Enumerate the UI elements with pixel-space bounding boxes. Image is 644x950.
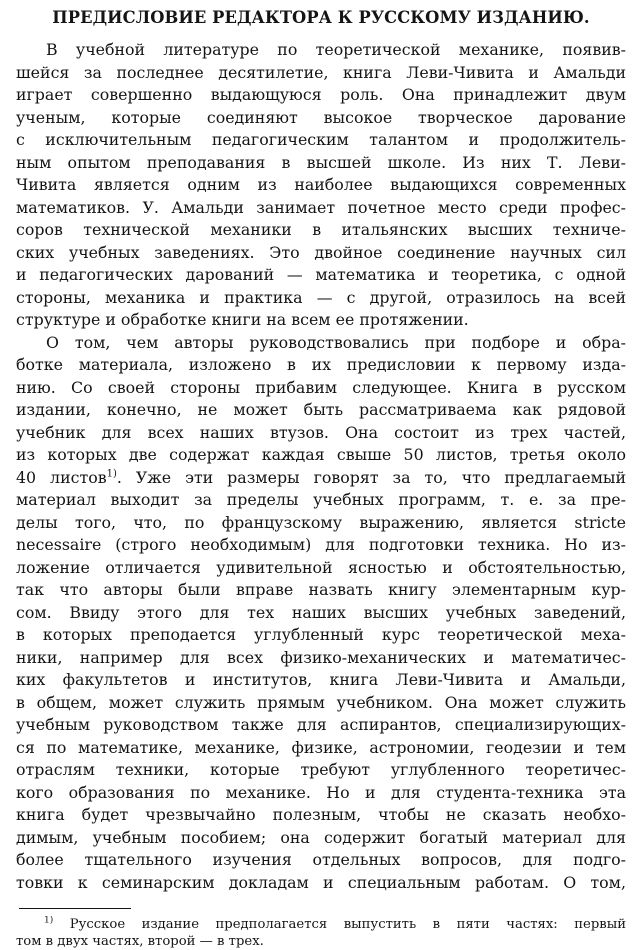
text-line: математиков. У. Амальди занимает почетное место среди профес-	[16, 197, 626, 217]
text-line: учебник для всех наших втузов. Она состоит из трех частей,	[16, 422, 626, 442]
footnote	[16, 916, 626, 950]
text-line: О том, чем авторы руководствовались при подборе и обра-	[46, 332, 626, 352]
mark-line-start: 40 листов	[16, 467, 107, 487]
footnote-text: Русское издание предполагается выпустить в пяти частях: первый	[53, 917, 626, 932]
mark-line-end: . Уже эти размеры говорят за то, что предлагаемый	[116, 467, 626, 487]
footnote-divider	[19, 908, 131, 909]
text-line: структуре и обработке книги на всем ее протяжении.	[16, 310, 469, 329]
main-text	[16, 39, 626, 894]
text-line: так что авторы были вправе назвать книгу элементарным кур-	[16, 580, 626, 599]
paragraph-1	[16, 39, 626, 332]
text-line: из которых две содержат каждая свыше 50 листов, третья около	[16, 445, 626, 464]
footnote-line	[16, 916, 626, 933]
footnote-reference[interactable]: 1)	[106, 468, 117, 480]
text-line: играет совершенно выдающуюся роль. Она принадлежит двум	[16, 85, 626, 104]
text-line: стороны, механика и практика — с другой, отразилось на всей	[16, 287, 626, 307]
text-line: книга будет чрезвычайно полезным, чтобы не сказать необхо-	[16, 805, 626, 824]
text-line: ких факультетов и институтов, книга Леви-Чивита и Амальди,	[16, 670, 626, 689]
text-line: димым, учебным пособием; она содержит богатый материал для	[16, 827, 626, 847]
text-line: в общем, может служить прямым учебником. Она может служить	[16, 692, 626, 712]
text-line: материал выходит за пределы учебных программ, т. е. за пре-	[16, 490, 626, 509]
text-line: кого образования по механике. Но и для студента-техника эта	[16, 782, 626, 802]
text-line: ным опытом преподавания в высшей школе. Из них Т. Леви-	[16, 152, 626, 172]
text-line: шейся за последнее десятилетие, книга Леви-Чивита и Амальди	[16, 62, 626, 82]
text-line: более тщательного изучения отдельных вопросов, для подго-	[16, 850, 626, 869]
text-line-with-footnote-mark	[16, 467, 626, 490]
text-line: нию. Со своей стороны прибавим следующее. Книга в русском	[16, 377, 626, 397]
text-line: отраслям техники, которые требуют углубленного теоретичес-	[16, 760, 626, 779]
text-line: Чивита является одним из наиболее выдающихся современных	[16, 175, 626, 194]
text-line: ложение отличается удивительной ясностью и обстоятельностью,	[16, 557, 626, 577]
text-line: ских учебных заведениях. Это двойное соединение научных сил	[16, 242, 626, 262]
text-line: и педагогических дарований — математика и теоретика, с одной	[16, 265, 626, 284]
text-line: В учебной литературе по теоретической механике, появив-	[46, 40, 626, 59]
text-line: учебным руководством также для аспирантов, специализирующих-	[16, 715, 626, 734]
paragraph-2	[16, 332, 626, 895]
text-line: ся по математике, механике, физике, астрономии, геодезии и тем	[16, 737, 626, 757]
text-line: в которых преподается углубленный курс теоретической меха-	[16, 625, 626, 644]
text-line: ученым, которые соединяют высокое творческое дарование	[16, 107, 626, 127]
text-line: делы того, что, по французскому выражению, является stricte	[16, 512, 626, 532]
text-line: сом. Ввиду этого для тех наших высших учебных заведений,	[16, 602, 626, 622]
footnote-mark: 1)	[44, 916, 54, 926]
text-line: ботке материала, изложено в их предисловии к первому изда-	[16, 355, 626, 374]
text-line: товки к семинарским докладам и специальным работам. О том,	[16, 872, 626, 892]
text-line: с исключительным педагогическим талантом и продолжитель-	[16, 130, 626, 149]
text-line: necessaire (строго необходимым) для подготовки техника. Но из-	[16, 535, 626, 554]
preface-title: ПРЕДИСЛОВИЕ РЕДАКТОРА К РУССКОМУ ИЗДАНИЮ.	[52, 8, 590, 27]
text-line: ники, например для всех физико-механических и математичес-	[16, 647, 626, 667]
text-line: соров технической механики в итальянских высших техниче-	[16, 220, 626, 239]
footnote-line: том в двух частях, второй — в трех.	[16, 934, 264, 949]
text-line: издании, конечно, не может быть рассматриваема как рядовой	[16, 400, 626, 419]
